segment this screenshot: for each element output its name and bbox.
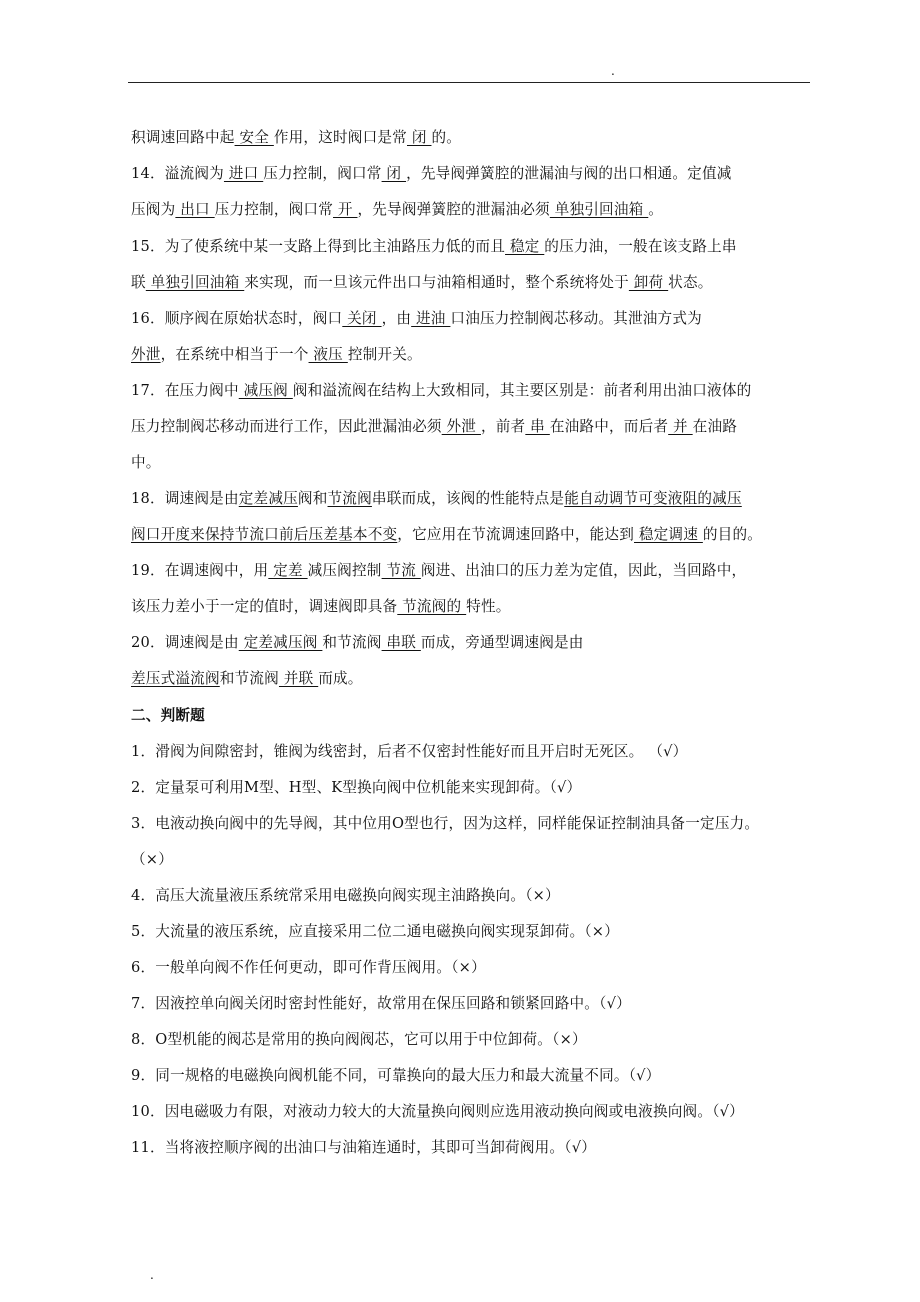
- text-line: [131, 669, 363, 689]
- answer-blank: 节流阀的: [397, 598, 467, 615]
- text-line: [131, 1102, 744, 1122]
- answer-blank: 单独引回油箱: [145, 274, 245, 291]
- text-segment: 7．因液控单向阀关闭时密封性能好，故常用在保压回路和锁紧回路中。（√）: [131, 995, 631, 1012]
- text-line: [131, 850, 173, 870]
- text-segment: 阀进、出油口的压力差为定值，因此，当回路中，: [420, 562, 747, 579]
- answer-blank: 安全: [234, 129, 274, 146]
- text-line: [131, 1066, 660, 1086]
- answer-blank: 闭: [381, 165, 407, 182]
- text-line: [131, 814, 759, 834]
- text-segment: 1．滑阀为间隙密封，锥阀为线密封，后者不仅密封性能好而且开启时无死区。 （√）: [131, 743, 688, 760]
- text-segment: 9．同一规格的电磁换向阀机能不同，可靠换向的最大压力和最大流量不同。（√）: [131, 1067, 661, 1084]
- answer-blank: 稳定: [505, 238, 545, 255]
- answer-blank: 定差: [268, 562, 308, 579]
- text-segment: 作用，这时阀口是常: [273, 129, 407, 146]
- answer-blank: 进油: [411, 310, 451, 327]
- text-segment: 和节流阀: [322, 634, 382, 651]
- text-segment: 状态。: [668, 274, 713, 291]
- answer-blank: 并联: [278, 670, 319, 687]
- text-segment: 而成，旁通型调速阀是由: [420, 634, 584, 651]
- text-segment: 10．因电磁吸力有限，对液动力较大的大流量换向阀则应选用液动换向阀或电液换向阀。（√）: [131, 1103, 744, 1120]
- text-segment: ，先导阀弹簧腔的泄漏油必须: [357, 201, 550, 218]
- text-line: [131, 200, 663, 220]
- text-line: [131, 345, 422, 365]
- text-segment: 20．调速阀是由: [131, 634, 239, 651]
- answer-blank: 单独引回油箱: [549, 201, 649, 218]
- text-segment: 阀和溢流阀在结构上大致相同，其主要区别是：前者利用出油口液体的: [292, 382, 752, 399]
- answer-blank: 节流阀: [327, 490, 372, 507]
- text-segment: 15．为了使系统中某一支路上得到比主油路压力低的而且: [131, 238, 506, 255]
- text-segment: 联: [131, 274, 146, 291]
- text-line: [131, 417, 737, 437]
- text-segment: 11．当将液控顺序阀的出油口与油箱连通时，其即可当卸荷阀用。（√）: [131, 1139, 596, 1156]
- text-line: [131, 164, 732, 184]
- text-line: [131, 597, 511, 617]
- answer-blank: 稳定调速: [634, 526, 703, 543]
- text-segment: ，由: [381, 310, 412, 327]
- text-line: [131, 742, 687, 762]
- text-segment: 而成。: [318, 670, 363, 687]
- text-line: [131, 273, 713, 293]
- text-segment: 控制开关。: [347, 346, 422, 363]
- answer-blank: 出口: [175, 201, 215, 218]
- answer-blank: 开: [333, 201, 358, 218]
- text-line: [131, 994, 631, 1014]
- text-segment: 的压力油，一般在该支路上串: [544, 238, 737, 255]
- text-segment: 4．高压大流量液压系统常采用电磁换向阀实现主油路换向。（×）: [131, 887, 560, 904]
- text-line: [131, 886, 560, 906]
- text-line: [131, 958, 486, 978]
- text-line: [131, 1030, 587, 1050]
- text-segment: 3．电液动换向阀中的先导阀，其中位用O型也行，因为这样，同样能保证控制油具备一定压力。: [131, 815, 760, 832]
- text-segment: （×）: [131, 851, 174, 868]
- text-line: [131, 1138, 596, 1158]
- text-segment: 阀和: [297, 490, 328, 507]
- text-segment: 积调速回路中起: [131, 129, 235, 146]
- text-line: [131, 778, 581, 798]
- text-segment: 17．在压力阀中: [131, 382, 239, 399]
- text-segment: 8．O型机能的阀芯是常用的换向阀阀芯，它可以用于中位卸荷。（×）: [131, 1031, 587, 1048]
- text-line: [131, 525, 762, 545]
- answer-blank: 卸荷: [628, 274, 669, 291]
- answer-blank: 进口: [223, 165, 264, 182]
- text-segment: 减压阀控制: [307, 562, 382, 579]
- text-line: [131, 633, 584, 653]
- text-line: [131, 561, 746, 581]
- answer-blank: 并: [668, 418, 693, 435]
- header-rule: [128, 82, 810, 83]
- text-segment: 的。: [431, 129, 462, 146]
- text-line: [131, 309, 702, 329]
- text-line: [131, 489, 742, 509]
- answer-blank: 节流: [381, 562, 421, 579]
- text-segment: 串联而成，该阀的性能特点是: [371, 490, 565, 507]
- text-segment: ，先导阀弹簧腔的泄漏油与阀的出口相通。定值减: [406, 165, 732, 182]
- text-segment: 压阀为: [131, 201, 176, 218]
- answer-blank: 外泄: [131, 346, 161, 363]
- text-segment: 压力控制阀芯移动而进行工作，因此泄漏油必须: [131, 418, 442, 435]
- text-segment: 16．顺序阀在原始状态时，阀口: [131, 310, 343, 327]
- text-segment: 在油路: [692, 418, 738, 435]
- answer-blank: 阀口开度来保持节流口前后压差基本不变: [131, 526, 398, 543]
- text-segment: 压力控制，阀口常: [263, 165, 382, 182]
- text-segment: 和节流阀: [219, 670, 279, 687]
- text-segment: 在油路中，而后者: [549, 418, 669, 435]
- answer-blank: 减压阀: [238, 382, 293, 399]
- text-segment: 口油压力控制阀芯移动。其泄油方式为: [450, 310, 702, 327]
- answer-blank: 液压: [308, 346, 348, 363]
- text-segment: ，在系统中相当于一个: [160, 346, 309, 363]
- text-segment: 5．大流量的液压系统，应直接采用二位二通电磁换向阀实现泵卸荷。（×）: [131, 923, 620, 940]
- text-segment: 的目的。: [702, 526, 763, 543]
- text-segment: ，它应用在节流调速回路中，能达到: [397, 526, 634, 543]
- text-segment: 2．定量泵可利用M型、H型、K型换向阀中位机能来实现卸荷。（√）: [131, 779, 582, 796]
- text-line: [131, 381, 751, 401]
- text-segment: 压力控制，阀口常: [214, 201, 334, 218]
- text-segment: 6．一般单向阀不作任何更动，即可作背压阀用。（×）: [131, 959, 486, 976]
- answer-blank: 外泄: [441, 418, 481, 435]
- text-segment: 来实现，而一旦该元件出口与油箱相通时，整个系统将处于: [244, 274, 629, 291]
- answer-blank: 定差减压阀: [238, 634, 323, 651]
- text-segment: ，前者: [480, 418, 526, 435]
- text-segment: 该压力差小于一定的值时，调速阀即具备: [131, 598, 398, 615]
- text-segment: 18．调速阀是由: [131, 490, 239, 507]
- answer-blank: 能自动调节可变液阻的减压: [564, 490, 742, 507]
- text-line: [131, 922, 619, 942]
- text-segment: 特性。: [466, 598, 511, 615]
- text-line: [131, 237, 737, 257]
- text-segment: 14．溢流阀为: [131, 165, 224, 182]
- text-segment: 19．在调速阀中，用: [131, 562, 269, 579]
- header-mark: .: [611, 64, 615, 78]
- answer-blank: 定差减压: [238, 490, 298, 507]
- section-heading: 二、判断题: [131, 707, 205, 724]
- text-line: [131, 706, 205, 726]
- answer-blank: 关闭: [342, 310, 382, 327]
- answer-blank: 差压式溢流阀: [131, 670, 220, 687]
- text-segment: 。: [648, 201, 664, 218]
- text-line: [131, 453, 161, 473]
- text-segment: 中。: [131, 454, 161, 471]
- answer-blank: 闭: [406, 129, 432, 146]
- answer-blank: 串联: [381, 634, 421, 651]
- text-line: [131, 128, 461, 148]
- footer-mark: .: [150, 1268, 154, 1282]
- answer-blank: 串: [525, 418, 550, 435]
